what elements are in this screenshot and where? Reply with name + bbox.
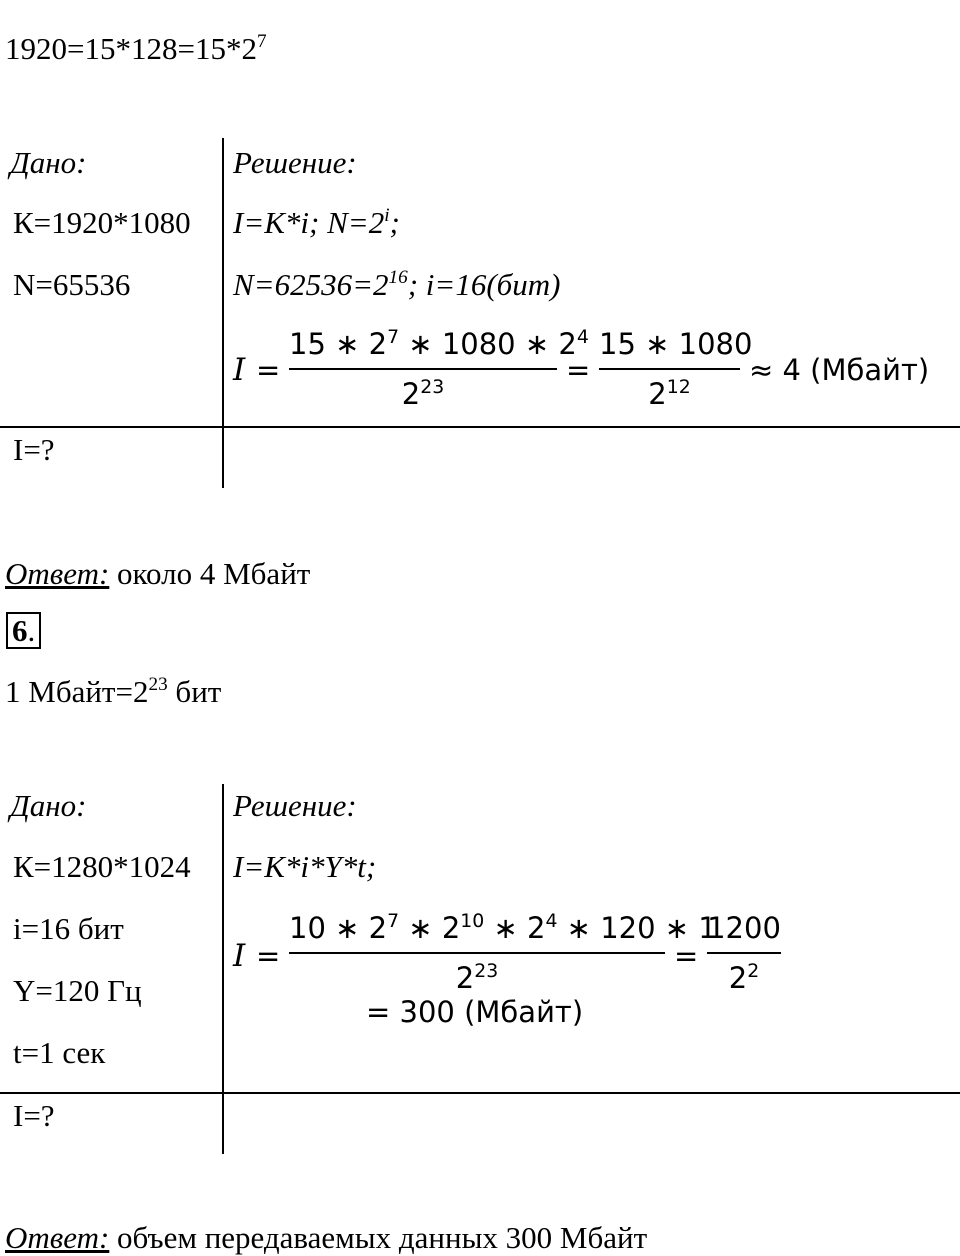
- task2-find: I=?: [13, 1098, 55, 1133]
- f1-den-base: 2: [401, 376, 421, 411]
- intro-line: [5, 33, 267, 64]
- task1-formula-eq: =: [256, 353, 281, 387]
- task1-fraction1-numerator: [289, 327, 589, 361]
- task1-fraction2-denominator: [599, 376, 740, 411]
- f1-num-a-exp: 7: [387, 327, 400, 349]
- task2-fraction2-denominator: [707, 960, 781, 995]
- task1-find: I=?: [13, 432, 55, 467]
- f1-den-exp: 23: [420, 376, 445, 398]
- unit-line-exp: 23: [148, 674, 168, 696]
- task2-fraction1-denominator: [289, 960, 665, 995]
- task2-answer-text: объем передаваемых данных 300 Мбайт: [109, 1220, 648, 1255]
- task1-vertical-divider: [222, 138, 224, 488]
- t2-den-exp: 23: [474, 960, 499, 982]
- task2-fraction2: [707, 911, 781, 995]
- t2-num-a-exp: 7: [387, 911, 400, 933]
- f2-den-base: 2: [648, 376, 667, 411]
- task1-horizontal-divider: [0, 426, 960, 428]
- t2-num-b-exp: 10: [460, 911, 485, 933]
- task1-fraction1-bar: [289, 368, 557, 370]
- task2-solution-header: Решение:: [233, 788, 357, 823]
- task1-solution-header: Решение:: [233, 145, 357, 180]
- task1-sol1-text: I=K*i; N=2: [233, 205, 385, 240]
- t2-num-c-exp: 4: [545, 911, 558, 933]
- task1-formula-lhs: I: [233, 352, 246, 388]
- t2-num-c: ∗ 2: [484, 911, 546, 945]
- task1-formula-eq2: =: [566, 353, 591, 387]
- unit-line-tail: бит: [167, 674, 222, 709]
- task1-sol1-exp: i: [384, 205, 390, 227]
- unit-line-text: 1 Мбайт=2: [5, 674, 149, 709]
- task1-given-header: Дано:: [10, 145, 87, 180]
- task2-horizontal-divider: [0, 1092, 960, 1094]
- task2-given-t: t=1 сек: [13, 1035, 106, 1070]
- task1-fraction2-numerator: 15 ∗ 1080: [599, 327, 753, 361]
- task2-answer: [5, 1222, 647, 1253]
- task2-given-header: Дано:: [10, 788, 87, 823]
- task1-answer: [5, 558, 310, 589]
- task2-vertical-divider: [222, 784, 224, 1154]
- intro-exponent: 7: [256, 31, 267, 53]
- t2-num-d: ∗ 120 ∗ 1: [557, 911, 717, 945]
- task2-solution-line1: I=K*i*Y*t;: [233, 849, 377, 884]
- task1-fraction1: [289, 327, 589, 411]
- f2-den-exp: 12: [666, 376, 691, 398]
- unit-line: [5, 676, 221, 707]
- task1-given-n: N=65536: [13, 267, 131, 302]
- task1-sol2-tail: ; i=16(бит): [407, 267, 561, 302]
- task1-fraction2-bar: [599, 368, 740, 370]
- task2-given-y: Y=120 Гц: [13, 973, 142, 1008]
- task2-formula-lhs: I: [233, 938, 246, 974]
- t2-den-base: 2: [455, 960, 475, 995]
- task1-solution-line1: [233, 207, 400, 238]
- task2-formula-eq: =: [256, 939, 281, 973]
- task2-given-i: i=16 бит: [13, 911, 124, 946]
- task2-fraction1: [289, 911, 717, 995]
- task1-fraction2: [599, 327, 753, 411]
- task2-fraction1-bar: [289, 952, 665, 954]
- f1-num-b: ∗ 1080 ∗ 2: [399, 327, 577, 361]
- task1-sol2-text: N=62536=2: [233, 267, 389, 302]
- t2-f2-den-base: 2: [728, 960, 748, 995]
- t2-f2-den-exp: 2: [747, 960, 760, 982]
- task2-fraction2-numerator: 1200: [707, 911, 781, 945]
- t2-num-a: 10 ∗ 2: [289, 911, 388, 945]
- task2-given-k: К=1280*1024: [13, 849, 191, 884]
- task-number-box: [6, 612, 41, 649]
- task2-fraction2-bar: [707, 952, 781, 954]
- task-number-dot: .: [27, 613, 36, 648]
- task1-answer-label: Ответ:: [5, 556, 110, 591]
- f1-num-a: 15 ∗ 2: [289, 327, 388, 361]
- task1-sol2-exp: 16: [388, 267, 408, 289]
- task1-formula-result: ≈ 4 (Мбайт): [749, 353, 930, 387]
- task2-formula-result: = 300 (Мбайт): [366, 995, 584, 1029]
- task1-fraction1-denominator: [289, 376, 557, 411]
- task1-sol1-tail: ;: [389, 205, 400, 240]
- intro-text: 1920=15*128=15*2: [5, 31, 257, 66]
- t2-num-b: ∗ 2: [399, 911, 461, 945]
- task-number: 6: [12, 613, 28, 648]
- task1-given-k: К=1920*1080: [13, 205, 191, 240]
- task1-solution-line2: [233, 269, 560, 300]
- f1-num-b-exp: 4: [576, 327, 589, 349]
- task2-fraction1-numerator: [289, 911, 717, 945]
- task2-formula-eq2: =: [674, 939, 699, 973]
- task2-answer-label: Ответ:: [5, 1220, 110, 1255]
- task1-answer-text: около 4 Мбайт: [109, 556, 311, 591]
